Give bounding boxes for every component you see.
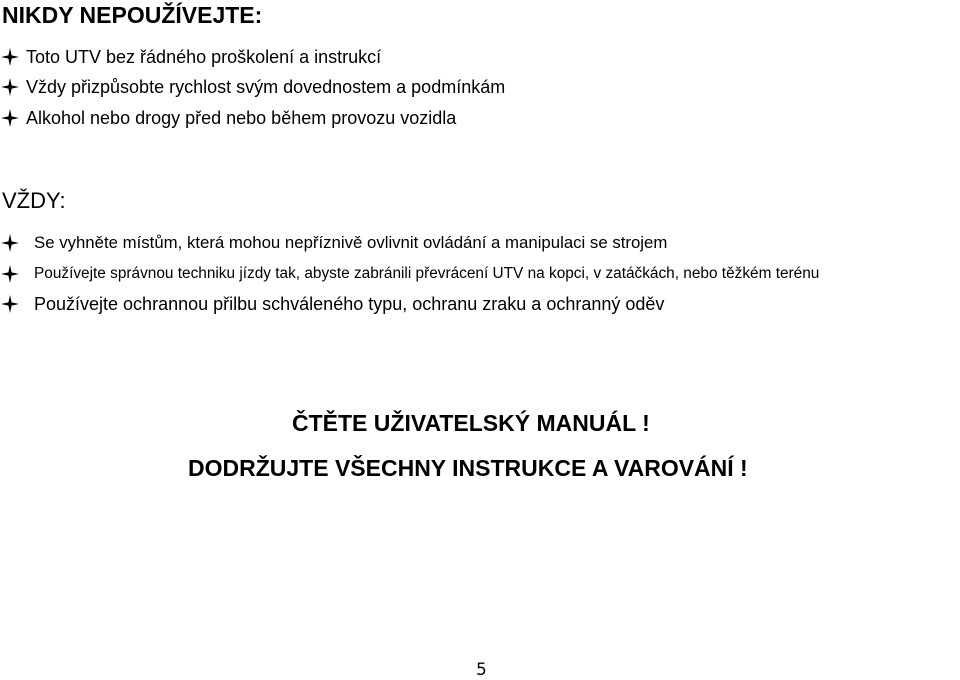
- list-item-text: Používejte ochrannou přilbu schváleného typu, ochranu zraku a ochranný oděv: [34, 293, 665, 314]
- four-point-star-icon: [0, 263, 34, 285]
- four-point-star-icon: [0, 46, 26, 68]
- read-manual-notice: ČTĚTE UŽIVATELSKÝ MANUÁL !: [292, 410, 650, 436]
- list-item-text: Vždy přizpůsobte rychlost svým dovednostem a podmínkám: [26, 76, 506, 97]
- four-point-star-icon: [0, 293, 34, 315]
- follow-instructions-notice: DODRŽUJTE VŠECHNY INSTRUKCE A VAROVÁNÍ !: [188, 455, 748, 481]
- four-point-star-icon: [0, 76, 26, 98]
- list-item-text: Se vyhněte místům, která mohou nepříznivě ovlivnit ovládání a manipulaci se strojem: [34, 233, 668, 252]
- list-item: [0, 232, 667, 254]
- four-point-star-icon: [0, 232, 34, 254]
- page-number: 5: [476, 660, 487, 680]
- list-item: [0, 107, 456, 129]
- section-always-title: VŽDY:: [2, 188, 66, 213]
- section-never-title: NIKDY NEPOUŽÍVEJTE:: [2, 2, 263, 28]
- list-item: [0, 76, 505, 98]
- list-item-text: Toto UTV bez řádného proškolení a instrukcí: [26, 46, 382, 67]
- list-item: [0, 293, 664, 315]
- list-item: [0, 263, 819, 285]
- four-point-star-icon: [0, 107, 26, 129]
- list-item: [0, 46, 381, 68]
- list-item-text: Používejte správnou techniku jízdy tak, abyste zabránili převrácení UTV na kopci, v zatáčkách, nebo těžkém terénu: [34, 265, 820, 282]
- list-item-text: Alkohol nebo drogy před nebo během provozu vozidla: [26, 107, 457, 128]
